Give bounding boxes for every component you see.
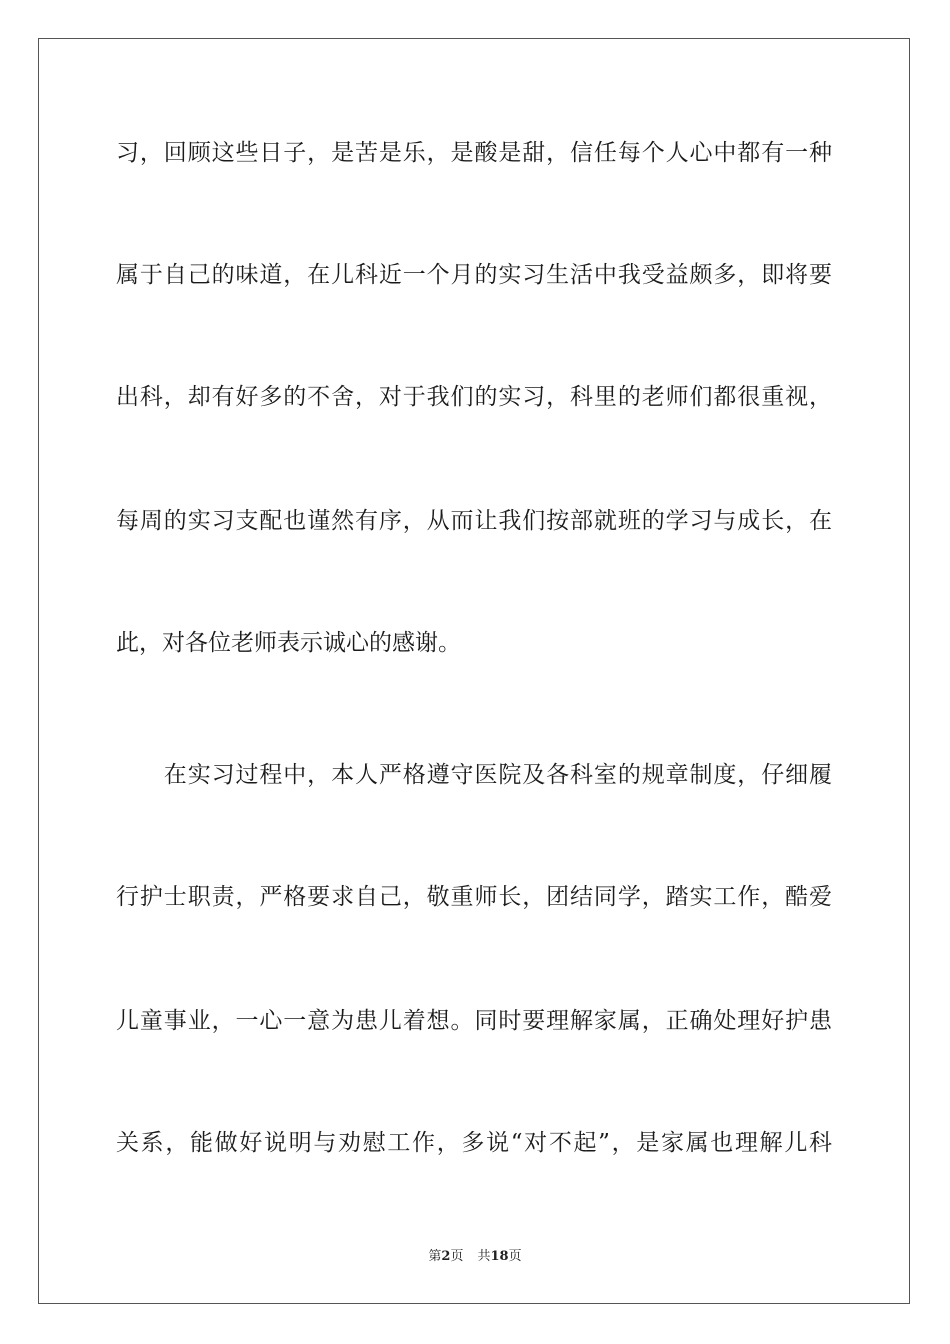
body-text-line-1: 习，回顾这些日子，是苦是乐，是酸是甜，信任每个人心中都有一种 [116, 140, 832, 166]
body-text-line-8: 儿童事业，一心一意为患儿着想。同时要理解家属，正确处理好护患 [116, 1008, 832, 1034]
body-text-line-7: 行护士职责，严格要求自己，敬重师长，团结同学，踏实工作，酷爱 [116, 884, 832, 910]
footer-total-prefix: 共 [477, 1249, 491, 1264]
body-text-line-9: 关系，能做好说明与劝慰工作，多说“对不起”，是家属也理解儿科 [116, 1130, 832, 1156]
page-footer [0, 1248, 950, 1266]
body-text-line-2: 属于自己的味道，在儿科近一个月的实习生活中我受益颇多，即将要 [116, 262, 832, 288]
footer-page-prefix: 第 [428, 1249, 442, 1264]
page-border [38, 38, 910, 1304]
footer-page-number: 2 [441, 1249, 451, 1264]
body-text-line-3: 出科，却有好多的不舍，对于我们的实习，科里的老师们都很重视， [116, 384, 832, 410]
body-text-line-4: 每周的实习支配也谨然有序，从而让我们按部就班的学习与成长，在 [116, 508, 832, 534]
footer-total-suffix: 页 [508, 1249, 522, 1264]
footer-total-pages: 18 [490, 1249, 509, 1264]
body-text-line-6: 在实习过程中，本人严格遵守医院及各科室的规章制度，仔细履 [116, 762, 832, 788]
body-text-line-5: 此，对各位老师表示诚心的感谢。 [116, 630, 461, 656]
footer-page-suffix: 页 [450, 1249, 464, 1264]
